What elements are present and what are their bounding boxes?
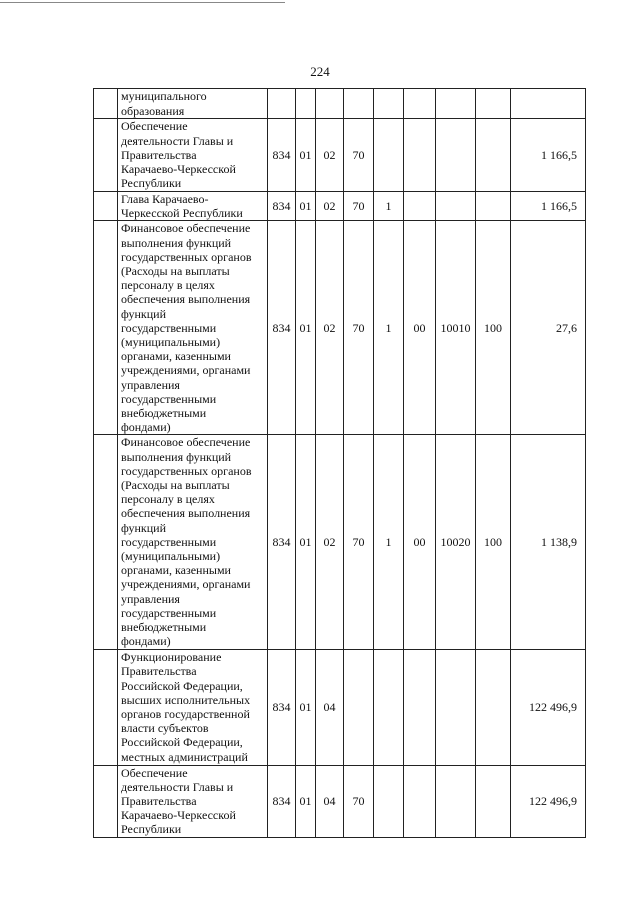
code-cell-cs3: 00 <box>404 221 436 435</box>
row-name-cell <box>118 119 268 192</box>
code-cell-rz: 01 <box>296 765 316 837</box>
code-cell-cs4: 10010 <box>436 221 476 435</box>
table-row <box>94 435 586 649</box>
code-cell-ved <box>268 89 296 119</box>
code-cell-cs3 <box>404 89 436 119</box>
code-cell-cs3 <box>404 119 436 192</box>
row-name: Глава Карачаево- Черкесской Республики <box>121 192 243 221</box>
row-name-cell <box>118 89 268 119</box>
code-cell-ved: 834 <box>268 221 296 435</box>
top-rule <box>0 2 285 3</box>
code-cell-cs2 <box>374 765 404 837</box>
amount-cell: 1 166,5 <box>511 119 586 192</box>
code-cell-cs2: 1 <box>374 221 404 435</box>
code-cell-ved: 834 <box>268 649 296 765</box>
blank-cell <box>94 89 118 119</box>
amount-cell: 122 496,9 <box>511 649 586 765</box>
code-cell-vr <box>476 89 511 119</box>
code-cell-cs1: 70 <box>344 119 374 192</box>
code-cell-rz: 01 <box>296 649 316 765</box>
code-cell-vr <box>476 765 511 837</box>
code-cell-vr <box>476 192 511 221</box>
code-cell-cs2 <box>374 119 404 192</box>
row-name: муниципального образования <box>121 89 207 118</box>
code-cell-cs3 <box>404 765 436 837</box>
row-name: Финансовое обеспечение выполнения функций государственных органов (Расходы на выплаты персоналу в целях обеспечения выполнения функций государственными (муниципальными) органами, казенными учреждениями, органами управления государственными внебюджетными фондами) <box>121 435 252 649</box>
row-name: Финансовое обеспечение выполнения функций государственных органов (Расходы на выплаты персоналу в целях обеспечения выполнения функций государственными (муниципальными) органами, казенными учреждениями, органами управления государственными внебюджетными фондами) <box>121 221 252 435</box>
amount-cell: 1 166,5 <box>511 192 586 221</box>
table-row <box>94 221 586 435</box>
code-cell-cs1 <box>344 649 374 765</box>
blank-cell <box>94 192 118 221</box>
code-cell-cs1: 70 <box>344 221 374 435</box>
code-cell-vr: 100 <box>476 221 511 435</box>
table-row <box>94 89 586 119</box>
code-cell-cs1 <box>344 89 374 119</box>
code-cell-cs3 <box>404 192 436 221</box>
table-row <box>94 765 586 837</box>
code-cell-cs1: 70 <box>344 435 374 649</box>
table-row <box>94 192 586 221</box>
amount-cell: 122 496,9 <box>511 765 586 837</box>
row-name: Обеспечение деятельности Главы и Правительства Карачаево-Черкесской Республики <box>121 119 236 191</box>
code-cell-vr <box>476 119 511 192</box>
code-cell-cs1: 70 <box>344 192 374 221</box>
code-cell-cs1: 70 <box>344 765 374 837</box>
row-name-cell <box>118 192 268 221</box>
code-cell-pr <box>316 89 344 119</box>
blank-cell <box>94 649 118 765</box>
amount-cell: 1 138,9 <box>511 435 586 649</box>
code-cell-cs2: 1 <box>374 192 404 221</box>
code-cell-rz <box>296 89 316 119</box>
amount-cell <box>511 89 586 119</box>
row-name: Функционирование Правительства Российской Федерации, высших исполнительных органов государственной власти субъектов Российской Федерации, местных администраций <box>121 650 251 764</box>
code-cell-ved: 834 <box>268 765 296 837</box>
code-cell-ved: 834 <box>268 192 296 221</box>
code-cell-pr: 02 <box>316 192 344 221</box>
row-name-cell <box>118 765 268 837</box>
row-name-cell <box>118 221 268 435</box>
code-cell-ved: 834 <box>268 119 296 192</box>
code-cell-vr <box>476 649 511 765</box>
code-cell-pr: 04 <box>316 649 344 765</box>
blank-cell <box>94 765 118 837</box>
code-cell-cs4 <box>436 89 476 119</box>
code-cell-cs4 <box>436 765 476 837</box>
code-cell-cs3: 00 <box>404 435 436 649</box>
blank-cell <box>94 435 118 649</box>
row-name: Обеспечение деятельности Главы и Правительства Карачаево-Черкесской Республики <box>121 765 236 837</box>
code-cell-cs4 <box>436 649 476 765</box>
row-name-cell <box>118 649 268 765</box>
code-cell-rz: 01 <box>296 435 316 649</box>
code-cell-cs2 <box>374 89 404 119</box>
code-cell-cs2: 1 <box>374 435 404 649</box>
row-name-cell <box>118 435 268 649</box>
code-cell-cs4: 10020 <box>436 435 476 649</box>
code-cell-pr: 02 <box>316 435 344 649</box>
code-cell-cs4 <box>436 119 476 192</box>
code-cell-rz: 01 <box>296 221 316 435</box>
code-cell-pr: 04 <box>316 765 344 837</box>
code-cell-rz: 01 <box>296 192 316 221</box>
amount-cell: 27,6 <box>511 221 586 435</box>
budget-table <box>93 88 586 838</box>
blank-cell <box>94 119 118 192</box>
code-cell-cs2 <box>374 649 404 765</box>
table-row <box>94 649 586 765</box>
code-cell-pr: 02 <box>316 119 344 192</box>
page-number: 224 <box>310 64 330 79</box>
code-cell-ved: 834 <box>268 435 296 649</box>
table-row <box>94 119 586 192</box>
code-cell-cs4 <box>436 192 476 221</box>
code-cell-rz: 01 <box>296 119 316 192</box>
blank-cell <box>94 221 118 435</box>
code-cell-vr: 100 <box>476 435 511 649</box>
code-cell-cs3 <box>404 649 436 765</box>
code-cell-pr: 02 <box>316 221 344 435</box>
